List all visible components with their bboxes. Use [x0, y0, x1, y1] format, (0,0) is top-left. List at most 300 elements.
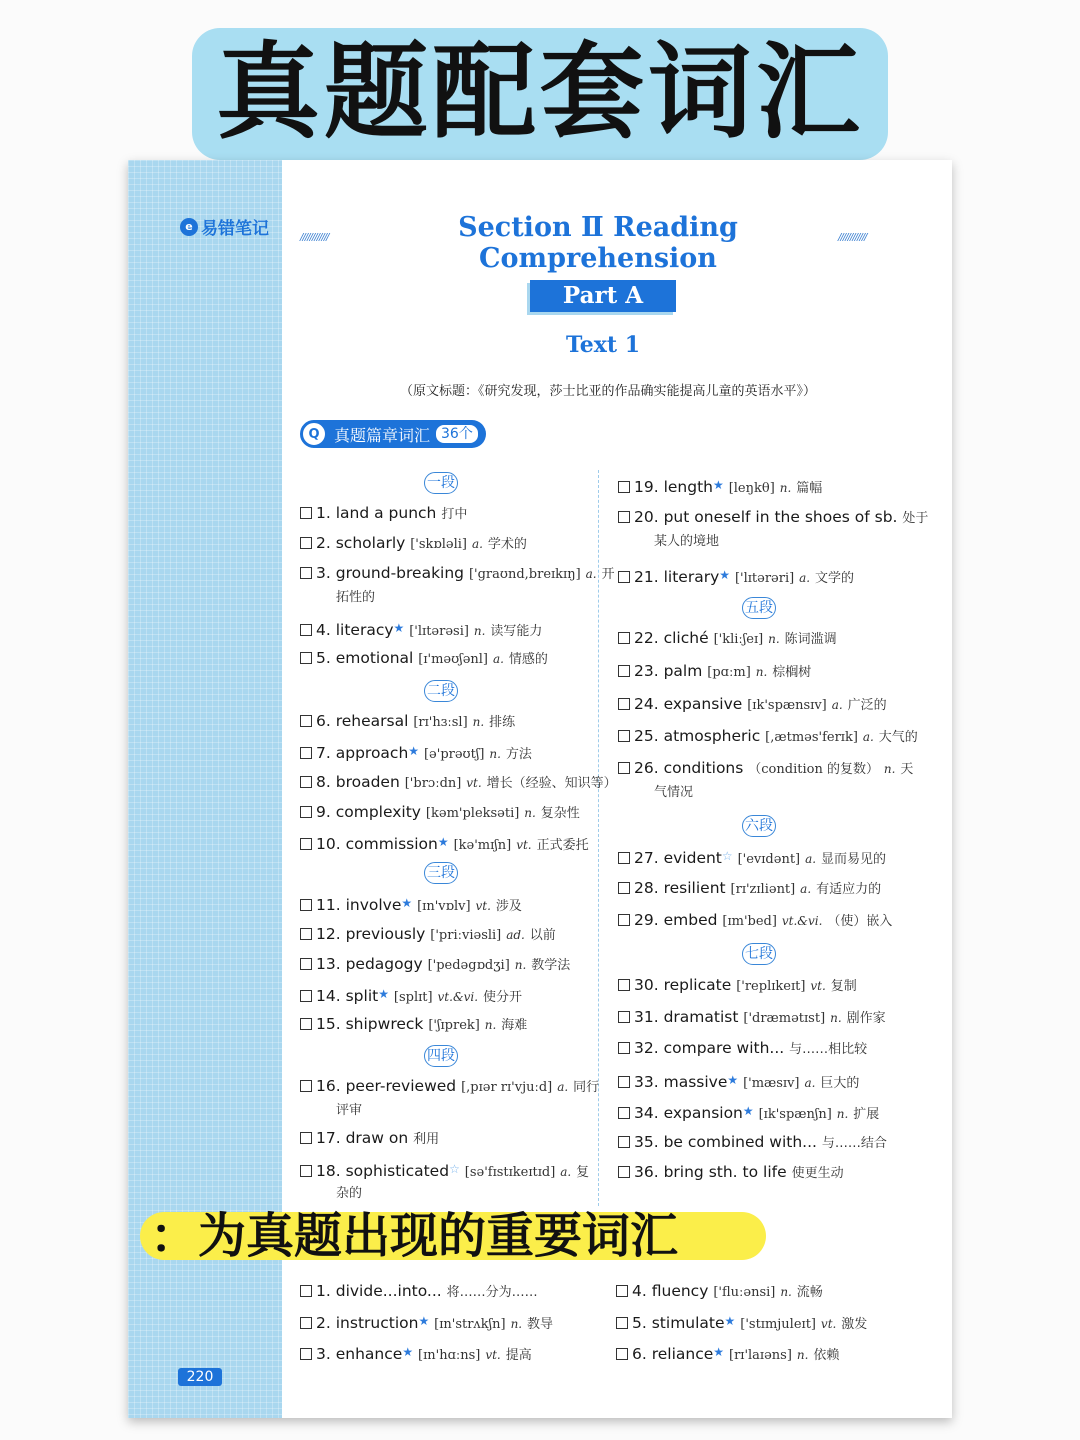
highlight-text: ：为真题出现的重要词汇 — [150, 1208, 679, 1264]
brand-text: 易错笔记 — [201, 219, 269, 239]
vocab-word: massive — [663, 1073, 728, 1091]
phonetic: ['kliːʃeɪ] — [713, 632, 764, 647]
vocab-item — [618, 846, 886, 870]
meaning: 开 — [601, 567, 615, 582]
meaning: 有适应力的 — [816, 882, 882, 897]
checkbox-icon — [618, 1011, 630, 1023]
vocab-item — [300, 802, 580, 824]
phonetic: [ɪm'bed] — [722, 914, 777, 929]
phonetic: ['lɪtərəsi] — [409, 624, 469, 639]
phonetic: [rɪ'zɪliənt] — [730, 882, 796, 897]
meaning: 以前 — [529, 928, 556, 943]
vocab-word: fluency — [651, 1282, 709, 1300]
vocab-number: 23. — [634, 662, 659, 680]
part-of-speech: n. — [473, 624, 486, 638]
part-of-speech: vt. — [810, 979, 826, 993]
vocab-word: dramatist — [663, 1008, 739, 1026]
part-of-speech: n. — [524, 806, 536, 820]
text-label: Text 1 — [565, 332, 641, 358]
phonetic: ['fluːənsi] — [713, 1285, 776, 1300]
vocab-item — [300, 1342, 532, 1366]
meaning-continued: 杂的 — [336, 1186, 363, 1201]
vocab-word: embed — [663, 911, 718, 929]
vocab-number: 31. — [634, 1008, 659, 1026]
phonetic: [ɪn'hɑːns] — [418, 1348, 481, 1363]
vocab-item — [618, 1101, 879, 1125]
vocab-number: 3. — [316, 1345, 331, 1363]
vocab-item — [300, 924, 556, 946]
part-of-speech: vt.&vi. — [437, 990, 479, 1004]
checkbox-icon — [618, 730, 630, 742]
vocab-number: 18. — [316, 1162, 341, 1180]
meaning: 情感的 — [508, 652, 548, 667]
phonetic: [,ætməs'ferɪk] — [765, 730, 858, 745]
star-icon: ★ — [724, 1314, 736, 1328]
part-of-speech: a. — [800, 882, 812, 896]
vocab-number: 14. — [316, 987, 341, 1005]
vocab-number: 12. — [316, 925, 341, 943]
star-icon: ★ — [437, 835, 449, 849]
vocab-number: 22. — [634, 629, 659, 647]
checkbox-icon — [618, 914, 630, 926]
part-of-speech: vt. — [820, 1317, 837, 1331]
phonetic: ['dræmətɪst] — [743, 1011, 826, 1026]
phonetic: [ɪk'spænsɪv] — [747, 698, 827, 713]
vocab-word: literary — [663, 568, 720, 586]
meaning: 与……相比较 — [789, 1042, 868, 1057]
vocab-number: 9. — [316, 803, 331, 821]
vocab-word: be combined with... — [663, 1133, 817, 1151]
hollow-star-icon: ☆ — [449, 1162, 460, 1176]
part-of-speech: n. — [883, 762, 896, 776]
meaning: 提高 — [505, 1348, 532, 1363]
meaning-continued: 拓性的 — [336, 590, 376, 605]
phonetic: ['lɪtərəri] — [734, 571, 795, 586]
vocab-word: conditions — [663, 759, 744, 777]
meaning-continued: 气情况 — [654, 785, 694, 800]
star-icon: ★ — [418, 1314, 430, 1328]
vocab-word: evident — [663, 849, 722, 867]
meaning: 文学的 — [815, 571, 855, 586]
vocab-item — [618, 1038, 867, 1060]
part-of-speech: vt. — [516, 838, 532, 852]
vocab-word: sophisticated — [345, 1162, 450, 1180]
vocab-word: atmospheric — [663, 727, 761, 745]
part-of-speech: a. — [831, 698, 843, 712]
checkbox-icon — [300, 715, 312, 727]
phonetic: ['stɪmjuleɪt] — [740, 1317, 816, 1332]
phonetic: ['replɪkeɪt] — [736, 979, 806, 994]
part-of-speech: vt. — [466, 776, 482, 790]
paragraph-label: 二段 — [424, 680, 458, 702]
star-icon: ★ — [719, 568, 731, 582]
meaning: 大气的 — [878, 730, 918, 745]
vocab-word: enhance — [335, 1345, 403, 1363]
vocab-item — [618, 1132, 887, 1154]
vocab-item — [616, 1281, 823, 1303]
paragraph-label: 六段 — [742, 815, 776, 837]
hollow-star-icon: ☆ — [721, 849, 733, 863]
star-icon: ★ — [408, 744, 420, 758]
phonetic: [rɪ'laɪəns] — [729, 1348, 792, 1363]
checkbox-icon — [618, 1136, 630, 1148]
vocab-item — [300, 1076, 599, 1098]
part-of-speech: a. — [805, 852, 817, 866]
vocab-number: 25. — [634, 727, 659, 745]
part-of-speech: vt.&vi. — [781, 914, 823, 928]
checkbox-icon — [300, 652, 312, 664]
vocab-item — [300, 1159, 589, 1183]
vocab-number: 3. — [316, 564, 331, 582]
vocab-word: reliance — [651, 1345, 714, 1363]
vocab-number: 11. — [316, 896, 341, 914]
part-of-speech: n. — [836, 1107, 849, 1121]
meaning-continued: 评审 — [336, 1103, 363, 1118]
vocab-word: replicate — [663, 976, 732, 994]
vocab-item — [618, 661, 811, 683]
phonetic: [ɪn'vɒlv] — [417, 899, 471, 914]
vocab-word: expansion — [663, 1104, 743, 1122]
part-of-speech: n. — [510, 1317, 523, 1331]
part-of-speech: a. — [557, 1080, 569, 1094]
checkbox-icon — [300, 1348, 312, 1360]
phonetic: ['mæsɪv] — [743, 1076, 800, 1091]
vocab-number: 7. — [316, 744, 331, 762]
star-icon: ★ — [401, 896, 413, 910]
banner-title: 真题配套词汇 — [215, 31, 864, 153]
vocab-item — [300, 533, 527, 555]
part-of-speech: n. — [830, 1011, 842, 1025]
meaning: 显而易见的 — [820, 852, 886, 867]
phonetic: （condition 的复数） — [748, 762, 879, 777]
checkbox-icon — [300, 1285, 312, 1297]
vocab-word: cliché — [663, 629, 709, 647]
vocab-word: approach — [335, 744, 409, 762]
part-of-speech: ad. — [506, 928, 525, 942]
phonetic: [kəm'pleksəti] — [425, 806, 520, 821]
vocab-item — [618, 878, 881, 900]
vocab-item — [300, 711, 515, 733]
title-decoration-right: //////////// — [838, 232, 867, 243]
checkbox-icon — [300, 806, 312, 818]
checkbox-icon — [300, 1165, 312, 1177]
vocab-number: 33. — [634, 1073, 659, 1091]
star-icon: ★ — [713, 1345, 725, 1359]
part-of-speech: a. — [492, 652, 504, 666]
meaning: 涉及 — [495, 899, 522, 914]
vocab-item — [618, 975, 857, 997]
phonetic: [ə'prəʊtʃ] — [423, 747, 485, 762]
star-icon: ★ — [393, 621, 405, 635]
checkbox-icon — [616, 1348, 628, 1360]
meaning: 棕榈树 — [772, 665, 812, 680]
checkbox-icon — [618, 1107, 630, 1119]
vocab-number: 10. — [316, 835, 341, 853]
page-number: 220 — [178, 1368, 222, 1386]
vocab-item — [300, 1014, 527, 1036]
vocab-number: 20. — [634, 508, 659, 526]
meaning: 剧作家 — [846, 1011, 886, 1026]
vocab-word: broaden — [335, 773, 400, 791]
vocab-item — [618, 1070, 859, 1094]
vocab-item — [300, 503, 467, 525]
checkbox-icon — [618, 571, 630, 583]
vocab-item — [300, 893, 522, 917]
vocab-item — [618, 726, 918, 748]
checkbox-icon — [300, 1018, 312, 1030]
vocab-word: literacy — [335, 621, 394, 639]
part-of-speech: n. — [755, 665, 768, 679]
vocab-word: instruction — [335, 1314, 419, 1332]
vocab-word: ground-breaking — [335, 564, 465, 582]
vocab-word: shipwreck — [345, 1015, 424, 1033]
brand — [180, 214, 269, 239]
checkbox-icon — [300, 1132, 312, 1144]
part-of-speech: a. — [560, 1165, 572, 1179]
meaning: 使分开 — [483, 990, 523, 1005]
vocab-item — [618, 565, 854, 589]
phonetic: [ɪ'məʊʃənl] — [418, 652, 489, 667]
vocab-item — [300, 1311, 553, 1335]
vocab-word: length — [663, 478, 713, 496]
meaning: 复 — [576, 1165, 590, 1180]
meaning: 依赖 — [813, 1348, 840, 1363]
checkbox-icon — [616, 1317, 628, 1329]
part-of-speech: a. — [585, 567, 597, 581]
phonetic: [ɪk'spænʃn] — [758, 1107, 832, 1122]
phonetic: [,pɪər rɪ'vjuːd] — [461, 1080, 553, 1095]
checkbox-icon — [618, 979, 630, 991]
part-of-speech: n. — [472, 715, 485, 729]
vocab-item — [300, 563, 615, 585]
meaning-continued: 某人的境地 — [654, 534, 720, 549]
vocab-number: 6. — [632, 1345, 647, 1363]
meaning: 复杂性 — [540, 806, 580, 821]
checkbox-icon — [300, 1080, 312, 1092]
vocab-number: 16. — [316, 1077, 341, 1095]
part-of-speech: a. — [471, 537, 483, 551]
part-of-speech: n. — [489, 747, 501, 761]
checkbox-icon — [618, 1042, 630, 1054]
meaning: 扩展 — [853, 1107, 880, 1122]
vocab-item — [300, 1128, 439, 1150]
vocab-word: stimulate — [651, 1314, 725, 1332]
meaning: 复制 — [830, 979, 857, 994]
vocab-number: 6. — [316, 712, 331, 730]
checkbox-icon — [300, 838, 312, 850]
checkbox-icon — [618, 698, 630, 710]
meaning: 读写能力 — [490, 624, 543, 639]
star-icon: ★ — [742, 1104, 754, 1118]
vocab-number: 2. — [316, 534, 331, 552]
vocab-item — [616, 1311, 867, 1335]
vocab-item — [618, 1162, 844, 1184]
vocab-item — [300, 772, 617, 794]
meaning: 与……结合 — [821, 1136, 887, 1151]
vocab-item — [300, 1281, 538, 1303]
vocab-word: involve — [345, 896, 402, 914]
paragraph-label: 五段 — [742, 597, 776, 619]
part-of-speech: n. — [484, 1018, 497, 1032]
checkbox-icon — [300, 567, 312, 579]
paragraph-label: 四段 — [424, 1045, 458, 1067]
meaning: 方法 — [505, 747, 532, 762]
meaning: 学术的 — [487, 537, 527, 552]
vocab-word: commission — [345, 835, 438, 853]
vocab-number: 36. — [634, 1163, 659, 1181]
meaning: 增长（经验、知识等） — [486, 776, 617, 791]
vocab-number: 29. — [634, 911, 659, 929]
vocab-item — [618, 1007, 886, 1029]
meaning: 排练 — [489, 715, 516, 730]
phonetic: ['evɪdənt] — [737, 852, 801, 867]
checkbox-icon — [618, 882, 630, 894]
vocab-item — [618, 628, 837, 650]
checkbox-icon — [300, 1317, 312, 1329]
vocab-word: previously — [345, 925, 426, 943]
checkbox-icon — [618, 1166, 630, 1178]
meaning: 陈词滥调 — [784, 632, 837, 647]
vocab-item — [300, 984, 522, 1008]
checkbox-icon — [618, 1076, 630, 1088]
checkbox-icon — [618, 481, 630, 493]
vocab-number: 26. — [634, 759, 659, 777]
meaning: 利用 — [413, 1132, 440, 1147]
checkbox-icon — [300, 776, 312, 788]
vocab-item — [618, 507, 928, 529]
vocab-item — [300, 648, 548, 670]
checkbox-icon — [300, 899, 312, 911]
vocab-word: scholarly — [335, 534, 406, 552]
phonetic: ['priːviəsli] — [430, 928, 502, 943]
search-icon: Q — [300, 420, 328, 448]
meaning: （使）嵌入 — [827, 914, 893, 929]
vocab-badge — [302, 420, 486, 448]
meaning: 正式委托 — [536, 838, 589, 853]
checkbox-icon — [300, 990, 312, 1002]
part-of-speech: n. — [780, 1285, 792, 1299]
part-of-speech: vt. — [475, 899, 491, 913]
meaning: 教导 — [527, 1317, 554, 1332]
vocab-word: emotional — [335, 649, 414, 667]
phonetic: [splɪt] — [393, 990, 433, 1005]
vocab-number: 5. — [632, 1314, 647, 1332]
vocab-word: compare with... — [663, 1039, 785, 1057]
vocab-number: 4. — [632, 1282, 647, 1300]
checkbox-icon — [618, 632, 630, 644]
title-decoration-left: //////////// — [300, 232, 329, 243]
vocab-number: 15. — [316, 1015, 341, 1033]
vocab-item — [618, 694, 887, 716]
checkbox-icon — [618, 665, 630, 677]
meaning: 篇幅 — [796, 481, 823, 496]
meaning: 激发 — [841, 1317, 868, 1332]
part-of-speech: vt. — [485, 1348, 501, 1362]
vocab-item — [618, 910, 892, 932]
vocab-number: 28. — [634, 879, 659, 897]
checkbox-icon — [618, 762, 630, 774]
vocab-item — [616, 1342, 839, 1366]
section-title: Section Ⅱ Reading Comprehension — [458, 212, 738, 274]
checkbox-icon — [618, 852, 630, 864]
vocab-item — [300, 954, 570, 976]
original-title: （原文标题：《研究发现，莎士比亚的作品确实能提高儿童的英语水平》） — [399, 384, 816, 399]
phonetic: [rɪ'hɜːsl] — [413, 715, 468, 730]
vocab-item — [618, 758, 913, 780]
vocab-number: 4. — [316, 621, 331, 639]
vocab-word: split — [345, 987, 379, 1005]
vocab-item — [300, 741, 532, 765]
part-of-speech: a. — [862, 730, 874, 744]
meaning: 流畅 — [796, 1285, 823, 1300]
star-icon: ★ — [727, 1073, 739, 1087]
meaning: 将……分为…… — [446, 1285, 538, 1300]
checkbox-icon — [300, 507, 312, 519]
part-label: Part A — [530, 280, 676, 312]
brand-logo-icon: e — [180, 218, 198, 236]
part-of-speech: a. — [799, 571, 811, 585]
vocab-number: 2. — [316, 1314, 331, 1332]
vocab-word: peer-reviewed — [345, 1077, 457, 1095]
checkbox-icon — [300, 537, 312, 549]
checkbox-icon — [300, 958, 312, 970]
meaning: 天 — [900, 762, 914, 777]
vocab-label: 真题篇章词汇 — [334, 425, 431, 445]
checkbox-icon — [300, 928, 312, 940]
phonetic: ['skɒləli] — [410, 537, 467, 552]
meaning: 海难 — [501, 1018, 528, 1033]
meaning: 处于 — [902, 511, 929, 526]
paragraph-label: 三段 — [424, 862, 458, 884]
star-icon: ★ — [402, 1345, 414, 1359]
vocab-number: 8. — [316, 773, 331, 791]
part-of-speech: n. — [514, 958, 527, 972]
star-icon: ★ — [713, 478, 724, 492]
vocab-word: complexity — [335, 803, 421, 821]
paragraph-label: 一段 — [424, 472, 458, 494]
vocab-number: 1. — [316, 504, 331, 522]
phonetic: ['brɔːdn] — [404, 776, 462, 791]
vocab-word: rehearsal — [335, 712, 409, 730]
vocab-number: 27. — [634, 849, 659, 867]
phonetic: ['ʃɪprek] — [428, 1018, 480, 1033]
phonetic: ['graʊnd,breɪkɪŋ] — [468, 567, 581, 582]
part-of-speech: a. — [804, 1076, 816, 1090]
vocab-number: 24. — [634, 695, 659, 713]
phonetic: ['pedəgɒdʒi] — [427, 958, 510, 973]
vocab-word: resilient — [663, 879, 726, 897]
vocab-number: 21. — [634, 568, 659, 586]
meaning: 使更生动 — [791, 1166, 844, 1181]
vocab-number: 17. — [316, 1129, 341, 1147]
phonetic: [leŋkθ] — [728, 481, 775, 496]
vocab-word: bring sth. to life — [663, 1163, 787, 1181]
paragraph-label: 七段 — [742, 943, 776, 965]
part-of-speech: n. — [779, 481, 792, 495]
vocab-word: palm — [663, 662, 703, 680]
vocab-item — [300, 618, 542, 642]
part-of-speech: n. — [796, 1348, 809, 1362]
vocab-item — [300, 832, 589, 856]
part-of-speech: n. — [768, 632, 780, 646]
meaning: 打中 — [441, 507, 468, 522]
checkbox-icon — [300, 747, 312, 759]
vocab-word: draw on — [345, 1129, 409, 1147]
vocab-number: 13. — [316, 955, 341, 973]
meaning: 广泛的 — [847, 698, 887, 713]
checkbox-icon — [616, 1285, 628, 1297]
vocab-number: 32. — [634, 1039, 659, 1057]
